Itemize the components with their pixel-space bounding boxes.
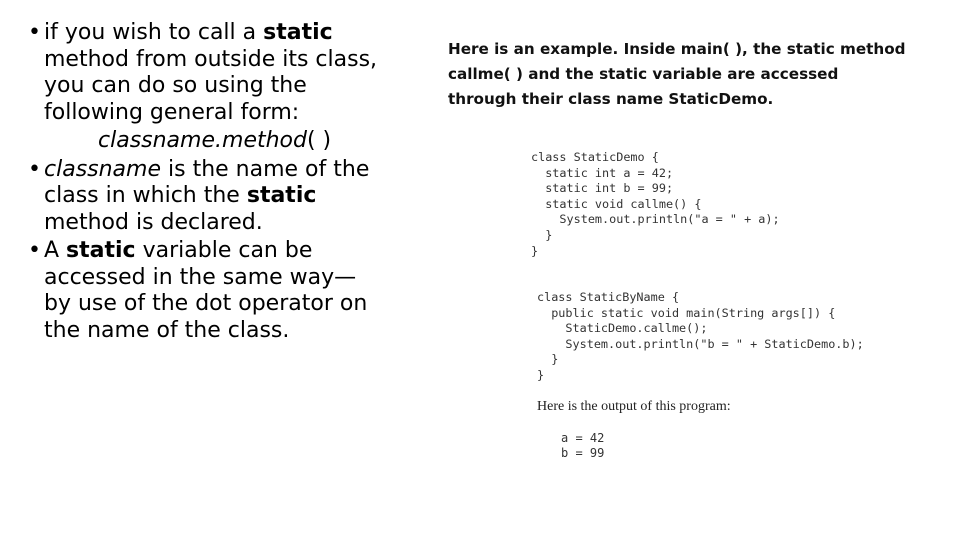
bullet-text: variable can be accessed in the same way—by use of the dot operator on the name of the class.: [44, 238, 368, 343]
bullet-text: method is declared.: [44, 209, 263, 235]
code-line: }: [537, 367, 545, 382]
code-block-staticdemo: [531, 150, 780, 259]
output-line: a = 42: [561, 431, 605, 445]
formula-classname: classname: [98, 128, 216, 153]
general-form-formula: [20, 128, 380, 155]
bullet-text: is the name of the class in which the: [44, 156, 370, 208]
bullet-text: method from outside its class, you can do so using the following general form:: [44, 46, 378, 125]
bullet-keyword-classname: classname: [44, 156, 162, 182]
program-output: [561, 431, 604, 461]
code-line: class StaticByName {: [537, 290, 680, 304]
code-line: static int a = 42;: [531, 165, 674, 180]
bullet-marker: •: [28, 238, 41, 263]
bullet-keyword-static: static: [263, 20, 333, 45]
bullet-list: [20, 20, 380, 346]
bullet-item-1: [20, 20, 380, 126]
bullet-text: if you wish to call a: [44, 20, 264, 45]
output-label: Here is the output of this program:: [537, 399, 731, 414]
code-line: }: [531, 227, 553, 242]
bullet-text: A: [44, 238, 67, 263]
bullet-marker: •: [28, 20, 41, 45]
code-line: public static void main(String args[]) {: [537, 305, 836, 320]
code-line: class StaticDemo {: [531, 150, 659, 164]
bullet-keyword-static: static: [246, 183, 317, 208]
formula-parens: ( ): [306, 128, 332, 153]
code-line: System.out.println("a = " + a);: [531, 212, 780, 227]
bullet-keyword-static: static: [66, 238, 136, 263]
formula-dot: .: [215, 128, 223, 153]
bullet-marker: •: [28, 156, 41, 182]
code-line: System.out.println("b = " + StaticDemo.b);: [537, 336, 864, 351]
code-line: }: [537, 352, 559, 367]
code-block-staticbyname: [537, 290, 864, 384]
bullet-item-3: [20, 238, 380, 344]
code-line: static int b = 99;: [531, 181, 674, 196]
example-intro-text: Here is an example. Inside main( ), the static method callme( ) and the static variable are accessed through their class name StaticDemo.: [448, 40, 906, 108]
output-line: b = 99: [561, 446, 605, 460]
code-line: StaticDemo.callme();: [537, 321, 708, 336]
formula-method: method: [222, 128, 307, 153]
code-line: static void callme() {: [531, 196, 702, 211]
code-line: }: [531, 243, 539, 258]
bullet-item-2: [20, 157, 380, 237]
